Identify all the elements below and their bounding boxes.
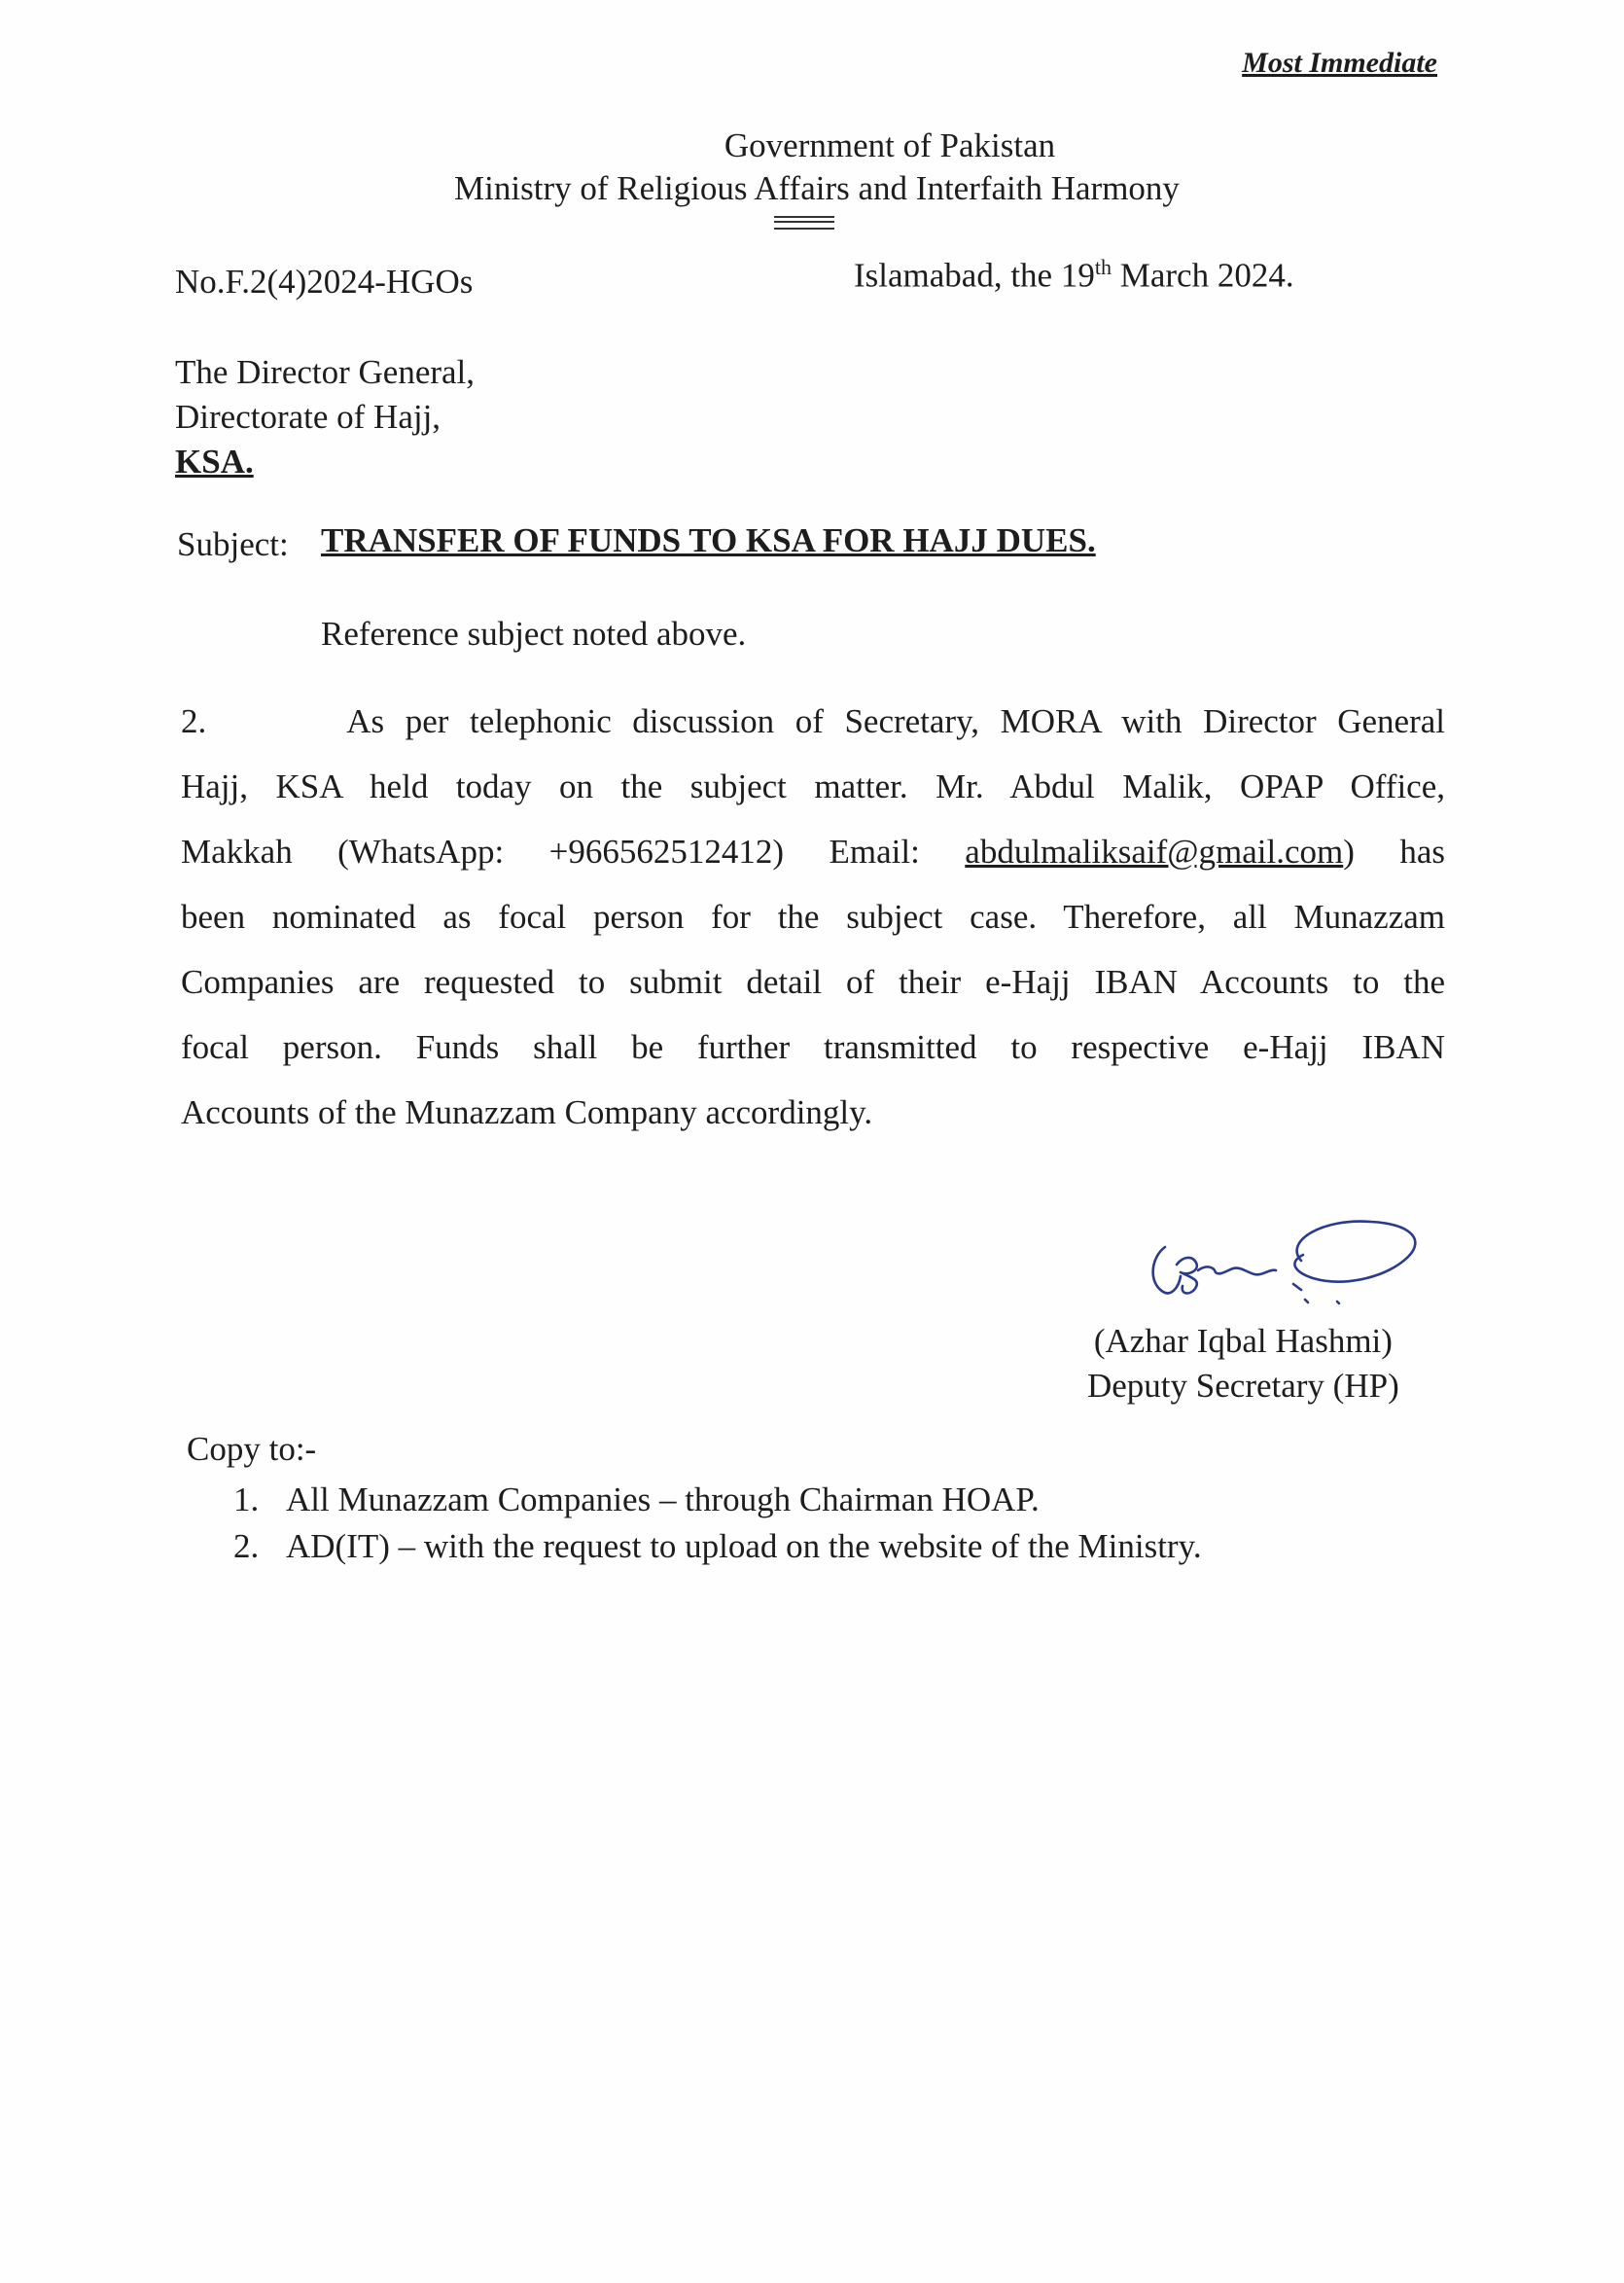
signatory-designation: Deputy Secretary (HP) (1087, 1367, 1399, 1405)
date-prefix: Islamabad, the 19 (854, 256, 1095, 295)
paragraph-line-4: been nominated as focal person for the subject case. Therefore, all Munazzam (181, 898, 1445, 936)
body-paragraph (181, 689, 1445, 1145)
letterhead-separator (774, 216, 834, 230)
paragraph-number: 2. (181, 702, 207, 740)
addressee-line-3: KSA. (175, 443, 254, 481)
paragraph-line-3 (181, 819, 1445, 884)
ministry-name: Ministry of Religious Affairs and Interfaith Harmony (454, 169, 1180, 207)
copy-to-label: Copy to:- (187, 1430, 317, 1468)
paragraph-line-3-a: Makkah (WhatsApp: +966562512412) Email: (181, 833, 966, 871)
paragraph-line-6: focal person. Funds shall be further transmitted to respective e-Hajj IBAN (181, 1028, 1445, 1066)
reference-line: Reference subject noted above. (321, 615, 747, 653)
paragraph-line-7: Accounts of the Munazzam Company accordingly. (181, 1093, 873, 1131)
paragraph-line-1-text: As per telephonic discussion of Secretary, MORA with Director General (346, 702, 1445, 740)
list-item-text: AD(IT) – with the request to upload on the website of the Ministry. (286, 1527, 1202, 1565)
reference-number: No.F.2(4)2024-HGOs (175, 263, 474, 301)
subject-text: TRANSFER OF FUNDS TO KSA FOR HAJJ DUES. (321, 521, 1096, 559)
list-item-number: 1. (233, 1480, 260, 1518)
copy-to-list (233, 1477, 1202, 1570)
priority-marking: Most Immediate (1242, 47, 1437, 79)
government-name: Government of Pakistan (724, 126, 1056, 164)
paragraph-line-3-b: ) has (1343, 833, 1445, 871)
signatory-name: (Azhar Iqbal Hashmi) (1093, 1322, 1393, 1360)
paragraph-line-1 (181, 689, 1445, 754)
list-item (233, 1523, 1202, 1570)
paragraph-line-2: Hajj, KSA held today on the subject matter. Mr. Abdul Malik, OPAP Office, (181, 767, 1445, 805)
list-item-number: 2. (233, 1527, 260, 1565)
subject-label: Subject: (177, 525, 289, 563)
date-ordinal: th (1094, 255, 1112, 279)
letter-date (854, 255, 1294, 296)
signatory-block (1087, 1319, 1399, 1409)
email-link[interactable]: abdulmaliksaif@gmail.com (965, 833, 1344, 871)
addressee-block (175, 350, 475, 484)
handwritten-signature (1138, 1206, 1430, 1313)
list-item-text: All Munazzam Companies – through Chairman HOAP. (286, 1480, 1040, 1518)
paragraph-line-5: Companies are requested to submit detail of their e-Hajj IBAN Accounts to the (181, 963, 1445, 1001)
letterhead (0, 125, 1624, 210)
addressee-line-2: Directorate of Hajj, (175, 398, 441, 436)
date-rest: March 2024. (1111, 256, 1294, 295)
addressee-line-1: The Director General, (175, 353, 476, 391)
list-item (233, 1477, 1202, 1523)
